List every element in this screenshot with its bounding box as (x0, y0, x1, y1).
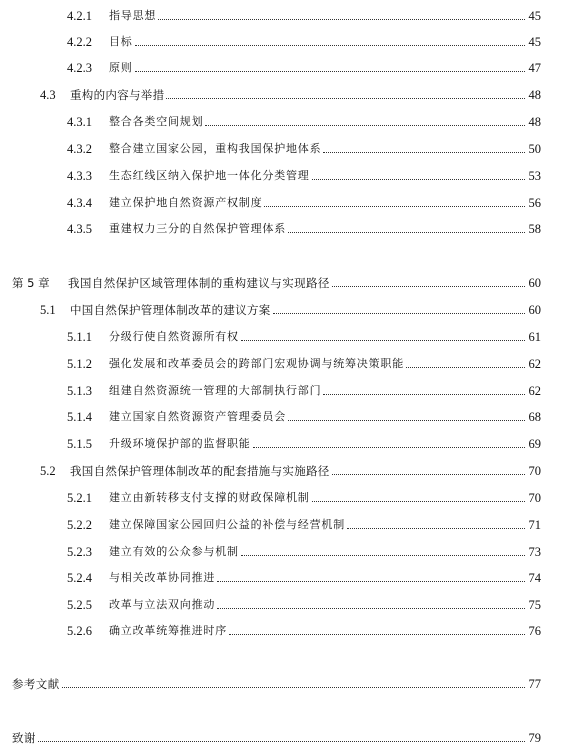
section-title: 建立由新转移支付支撑的财政保障机制 (109, 491, 310, 504)
toc-entry-5-1-2[interactable] (67, 351, 541, 371)
section-number: 5.2.2 (67, 518, 92, 532)
dot-leader (264, 205, 525, 207)
toc-entry-5-1-3[interactable] (67, 378, 541, 398)
section-title: 中国自然保护管理体制改革的建议方案 (70, 303, 271, 317)
toc-entry-5-1[interactable] (40, 297, 541, 317)
section-number: 5.1.2 (67, 357, 92, 371)
toc-entry-chapter-5[interactable] (12, 270, 541, 290)
chapter-title: 我国自然保护区域管理体制的重构建议与实现路径 (68, 276, 330, 290)
toc-entry-4-3-3[interactable] (67, 163, 541, 183)
section-number: 5.2.1 (67, 491, 92, 505)
section-title: 建立保护地自然资源产权制度 (109, 196, 263, 209)
page-number: 76 (528, 624, 541, 638)
section-number: 4.2.1 (67, 9, 92, 23)
section-title: 组建自然资源统一管理的大部制执行部门 (109, 384, 322, 397)
section-title: 我国自然保护管理体制改革的配套措施与实施路径 (70, 464, 330, 478)
toc-entry-5-2-3[interactable] (67, 539, 541, 559)
dot-leader (241, 554, 525, 556)
page-number: 70 (528, 464, 541, 478)
page-number: 71 (528, 518, 541, 532)
dot-leader (312, 500, 525, 502)
section-number: 5.2.6 (67, 624, 92, 638)
section-title: 与相关改革协同推进 (109, 571, 216, 584)
page-number: 48 (528, 115, 541, 129)
toc-entry-4-3-2[interactable] (67, 136, 541, 156)
section-title: 整合建立国家公园，重构我国保护地体系 (109, 142, 322, 155)
section-title: 升级环境保护部的监督职能 (109, 437, 251, 450)
dot-leader (158, 18, 525, 20)
dot-leader (332, 473, 525, 475)
toc-entry-5-2-2[interactable] (67, 512, 541, 532)
page-number: 70 (528, 491, 541, 505)
page-number: 53 (528, 169, 541, 183)
section-number: 4.3.5 (67, 222, 92, 236)
section-number: 4.2.2 (67, 35, 92, 49)
section-number: 5.2 (40, 464, 56, 478)
dot-leader (217, 580, 525, 582)
section-number: 5.1.4 (67, 410, 92, 424)
toc-entry-5-2-1[interactable] (67, 485, 541, 505)
section-title: 建立有效的公众参与机制 (109, 545, 239, 558)
toc-entry-5-2[interactable] (40, 458, 541, 478)
page-number: 47 (528, 61, 541, 75)
toc-entry-5-2-5[interactable] (67, 592, 541, 612)
dot-leader (406, 366, 525, 368)
page-number: 48 (528, 88, 541, 102)
section-title: 建立保障国家公园回归公益的补偿与经营机制 (109, 518, 345, 531)
section-title: 原则 (109, 61, 133, 74)
page-number: 68 (528, 410, 541, 424)
page-number: 56 (528, 196, 541, 210)
section-number: 5.1.3 (67, 384, 92, 398)
section-number: 5.2.4 (67, 571, 92, 585)
dot-leader (241, 339, 525, 341)
section-number: 4.3 (40, 88, 56, 102)
section-title: 目标 (109, 35, 133, 48)
dot-leader (135, 44, 525, 46)
dot-leader (166, 97, 525, 99)
toc-entry-5-1-1[interactable] (67, 324, 541, 344)
page-number: 60 (528, 303, 541, 317)
dot-leader (288, 231, 525, 233)
toc-entry-4-3-4[interactable] (67, 190, 541, 210)
dot-leader (347, 527, 525, 529)
acknowledgements-title: 致谢 (12, 731, 36, 745)
references-title: 参考文献 (12, 677, 60, 691)
section-number: 5.1 (40, 303, 56, 317)
page-number: 74 (528, 571, 541, 585)
page-number: 79 (528, 731, 541, 745)
page-number: 50 (528, 142, 541, 156)
page-number: 62 (528, 384, 541, 398)
section-title: 强化发展和改革委员会的跨部门宏观协调与统筹决策职能 (109, 357, 404, 370)
toc-entry-4-3[interactable] (40, 82, 541, 102)
section-title: 建立国家自然资源资产管理委员会 (109, 410, 286, 423)
dot-leader (323, 151, 525, 153)
dot-leader (62, 686, 525, 688)
dot-leader (229, 633, 525, 635)
section-title: 改革与立法双向推动 (109, 598, 216, 611)
toc-entry-5-2-4[interactable] (67, 565, 541, 585)
section-title: 重构的内容与举措 (70, 88, 165, 102)
dot-leader (288, 419, 525, 421)
section-title: 生态红线区纳入保护地一体化分类管理 (109, 169, 310, 182)
section-number: 4.3.4 (67, 196, 92, 210)
dot-leader (332, 285, 525, 287)
section-number: 4.2.3 (67, 61, 92, 75)
toc-entry-5-2-6[interactable] (67, 618, 541, 638)
toc-entry-4-2-1[interactable] (67, 3, 541, 23)
section-number: 5.1.5 (67, 437, 92, 451)
dot-leader (38, 740, 525, 742)
section-number: 5.1.1 (67, 330, 92, 344)
toc-entry-4-3-5[interactable] (67, 216, 541, 236)
page-number: 45 (528, 35, 541, 49)
page-number: 73 (528, 545, 541, 559)
section-title: 指导思想 (109, 9, 157, 22)
toc-entry-4-2-2[interactable] (67, 29, 541, 49)
dot-leader (323, 393, 525, 395)
section-title: 确立改革统筹推进时序 (109, 624, 227, 637)
section-number: 5.2.5 (67, 598, 92, 612)
page-number: 58 (528, 222, 541, 236)
section-title: 整合各类空间规划 (109, 115, 204, 128)
toc-entry-references[interactable] (12, 671, 541, 691)
toc-entry-4-3-1[interactable] (67, 109, 541, 129)
page-number: 45 (528, 9, 541, 23)
section-number: 4.3.1 (67, 115, 92, 129)
toc-entry-5-1-4[interactable] (67, 404, 541, 424)
dot-leader (312, 178, 525, 180)
section-title: 分级行使自然资源所有权 (109, 330, 239, 343)
page-number: 62 (528, 357, 541, 371)
toc-entry-5-1-5[interactable] (67, 431, 541, 451)
page-number: 75 (528, 598, 541, 612)
section-title: 重建权力三分的自然保护管理体系 (109, 222, 286, 235)
toc-entry-acknowledgements[interactable] (12, 725, 541, 745)
section-number: 4.3.2 (67, 142, 92, 156)
dot-leader (135, 70, 525, 72)
dot-leader (273, 312, 525, 314)
page-number: 69 (528, 437, 541, 451)
toc-entry-4-2-3[interactable] (67, 55, 541, 75)
section-number: 5.2.3 (67, 545, 92, 559)
page-number: 61 (528, 330, 541, 344)
section-number: 4.3.3 (67, 169, 92, 183)
dot-leader (205, 124, 525, 126)
page-number: 60 (528, 276, 541, 290)
page-number: 77 (528, 677, 541, 691)
dot-leader (253, 446, 525, 448)
chapter-number: 第 5 章 (12, 276, 50, 290)
dot-leader (217, 607, 525, 609)
